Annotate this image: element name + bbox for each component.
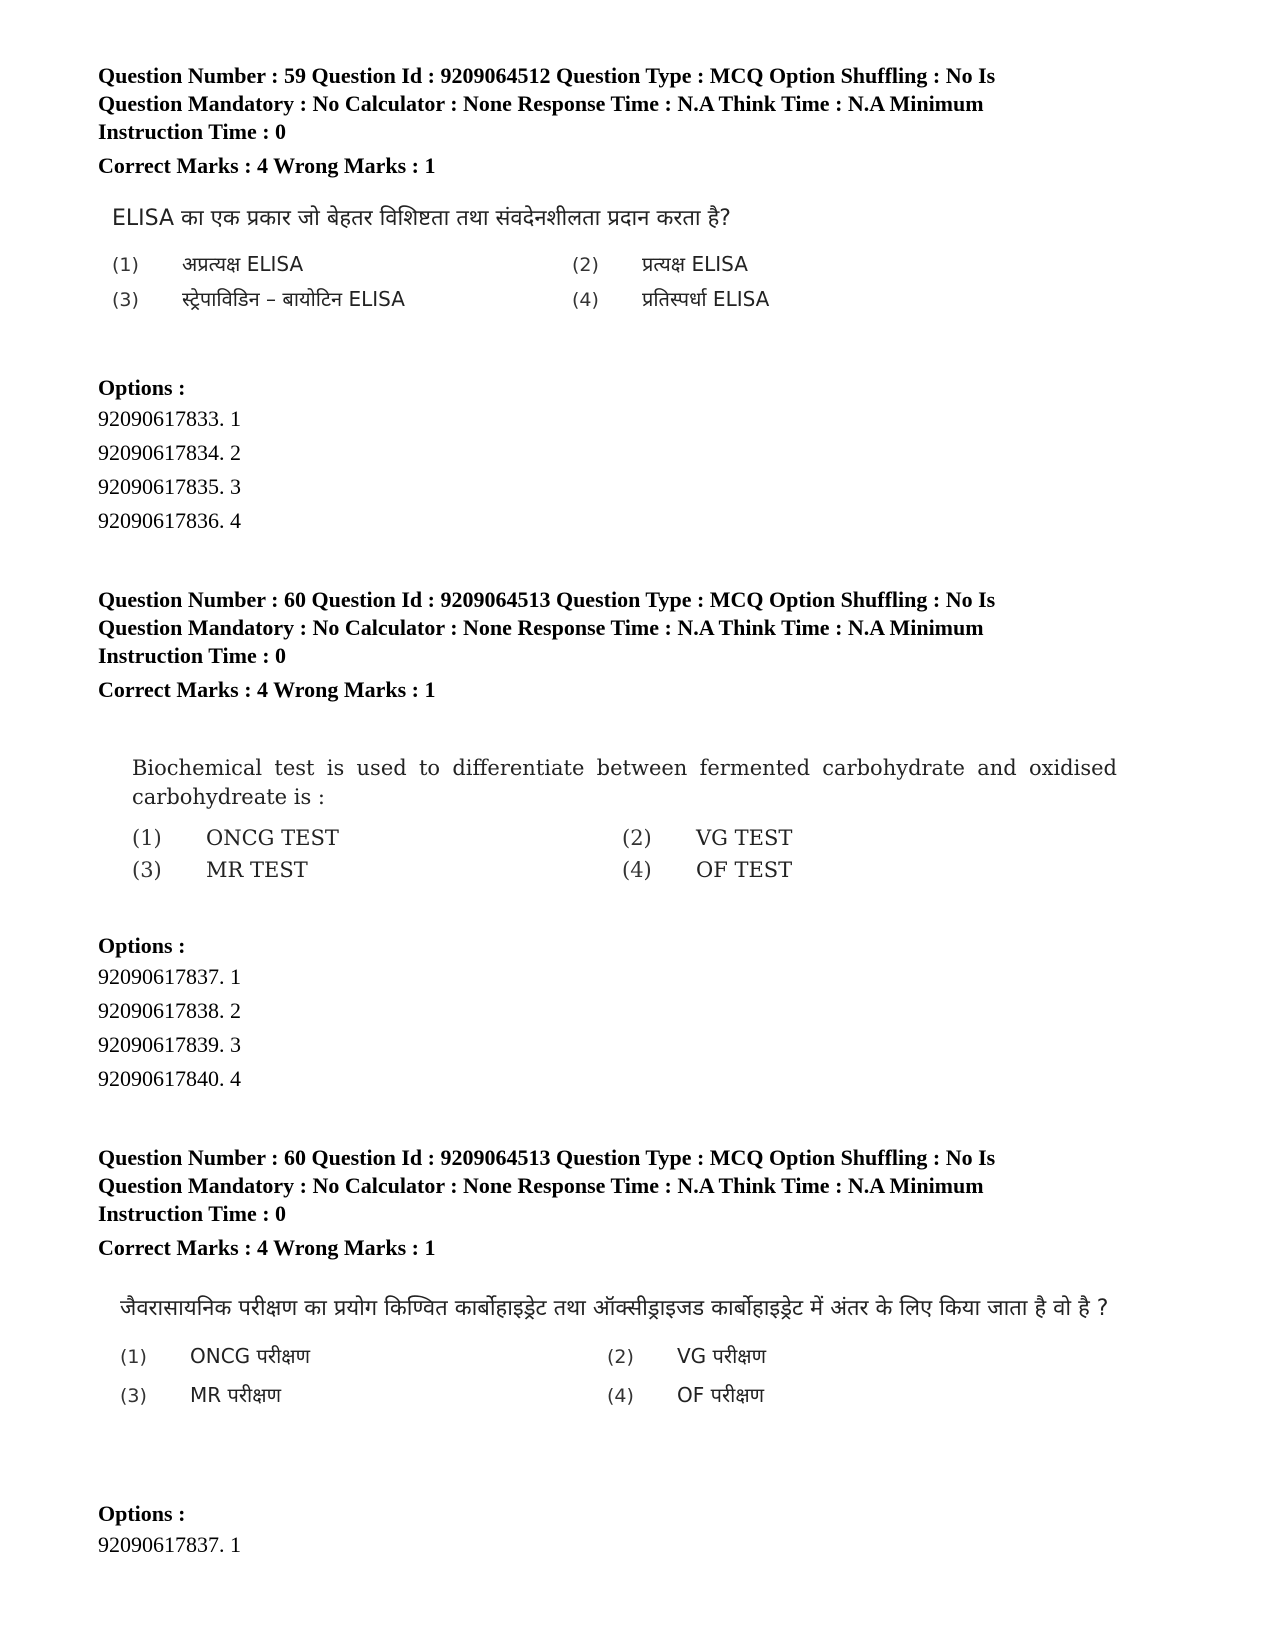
option-line: 92090617833. 1 [98,406,241,431]
question-text: Biochemical test is used to differentiate between fermented carbohydrate and oxidised carbohydreate is : [132,756,1117,809]
choice-item [572,250,1032,277]
choice-text: स्ट्रेपाविडिन – बायोटिन ELISA [182,287,405,311]
choice-text: ONCG TEST [206,826,339,850]
choice-item [112,285,572,312]
choice-grid [120,1342,1110,1408]
question-meta-line: Instruction Time : 0 [98,643,287,668]
option-line: 92090617836. 4 [98,508,241,533]
choice-text: अप्रत्यक्ष ELISA [182,252,304,276]
options-list-60-en [98,932,1128,1096]
choice-number: (3) [112,289,139,311]
question-marks: Correct Marks : 4 Wrong Marks : 1 [98,153,436,178]
choice-text: VG TEST [696,826,793,850]
choice-item [607,1342,1067,1369]
question-meta-line: Instruction Time : 0 [98,1201,287,1226]
choice-item [622,826,1082,850]
choice-item [132,858,622,882]
question-header-59 [98,62,1128,180]
option-line: 92090617837. 1 [98,1532,241,1557]
choice-text: MR परीक्षण [190,1383,282,1407]
question-meta-line: Question Mandatory : No Calculator : None Response Time : N.A Think Time : N.A Minimum [98,91,984,116]
choice-number: (1) [112,254,139,276]
question-meta-line: Question Number : 60 Question Id : 9209064513 Question Type : MCQ Option Shuffling : No Is [98,587,996,612]
choice-number: (3) [132,858,162,882]
choice-number: (2) [607,1346,634,1368]
question-meta-line: Question Mandatory : No Calculator : None Response Time : N.A Think Time : N.A Minimum [98,615,984,640]
choice-number: (2) [622,826,652,850]
choice-text: OF परीक्षण [677,1383,765,1407]
question-marks: Correct Marks : 4 Wrong Marks : 1 [98,677,436,702]
question-body-60-en [132,754,1117,882]
question-header-60-en [98,586,1128,704]
options-list-60-hi [98,1500,1128,1562]
choice-text: MR TEST [206,858,308,882]
question-text: जैवरासायनिक परीक्षण का प्रयोग किण्वित कार्बोहाइड्रेट तथा ऑक्सीड्राइजड कार्बोहाइड्रेट में अंतर के लिए किया जाता है वो है ? [120,1296,1109,1321]
choice-item [622,858,1082,882]
question-meta-line: Question Number : 59 Question Id : 9209064512 Question Type : MCQ Option Shuffling : No Is [98,63,996,88]
choice-text: ONCG परीक्षण [190,1344,311,1368]
options-list-59 [98,374,1128,538]
option-line: 92090617834. 2 [98,440,241,465]
choice-grid [112,250,1122,312]
choice-number: (2) [572,254,599,276]
choice-item [132,826,622,850]
question-meta-line: Question Number : 60 Question Id : 9209064513 Question Type : MCQ Option Shuffling : No Is [98,1145,996,1170]
option-line: 92090617837. 1 [98,964,241,989]
question-meta-line: Instruction Time : 0 [98,119,287,144]
question-header-60-hi [98,1144,1128,1262]
options-label: Options : [98,375,186,400]
choice-number: (4) [622,858,652,882]
question-body-60-hi [120,1292,1110,1408]
choice-text: VG परीक्षण [677,1344,767,1368]
option-line: 92090617839. 3 [98,1032,241,1057]
options-label: Options : [98,933,186,958]
choice-item [607,1381,1067,1408]
choice-number: (3) [120,1385,147,1407]
choice-grid [132,826,1117,882]
option-line: 92090617838. 2 [98,998,241,1023]
options-label: Options : [98,1501,186,1526]
question-meta-line: Question Mandatory : No Calculator : None Response Time : N.A Think Time : N.A Minimum [98,1173,984,1198]
choice-item [112,250,572,277]
choice-number: (4) [572,289,599,311]
choice-number: (1) [132,826,162,850]
question-body-59 [112,202,1122,312]
choice-item [572,285,1032,312]
question-marks: Correct Marks : 4 Wrong Marks : 1 [98,1235,436,1260]
choice-number: (1) [120,1346,147,1368]
choice-text: प्रत्यक्ष ELISA [642,252,748,276]
option-line: 92090617835. 3 [98,474,241,499]
choice-number: (4) [607,1385,634,1407]
choice-item [120,1342,607,1369]
choice-item [120,1381,607,1408]
choice-text: प्रतिस्पर्धा ELISA [642,287,770,311]
option-line: 92090617840. 4 [98,1066,241,1091]
choice-text: OF TEST [696,858,793,882]
question-text: ELISA का एक प्रकार जो बेहतर विशिष्टता तथा संवदेनशीलता प्रदान करता है? [112,206,731,231]
